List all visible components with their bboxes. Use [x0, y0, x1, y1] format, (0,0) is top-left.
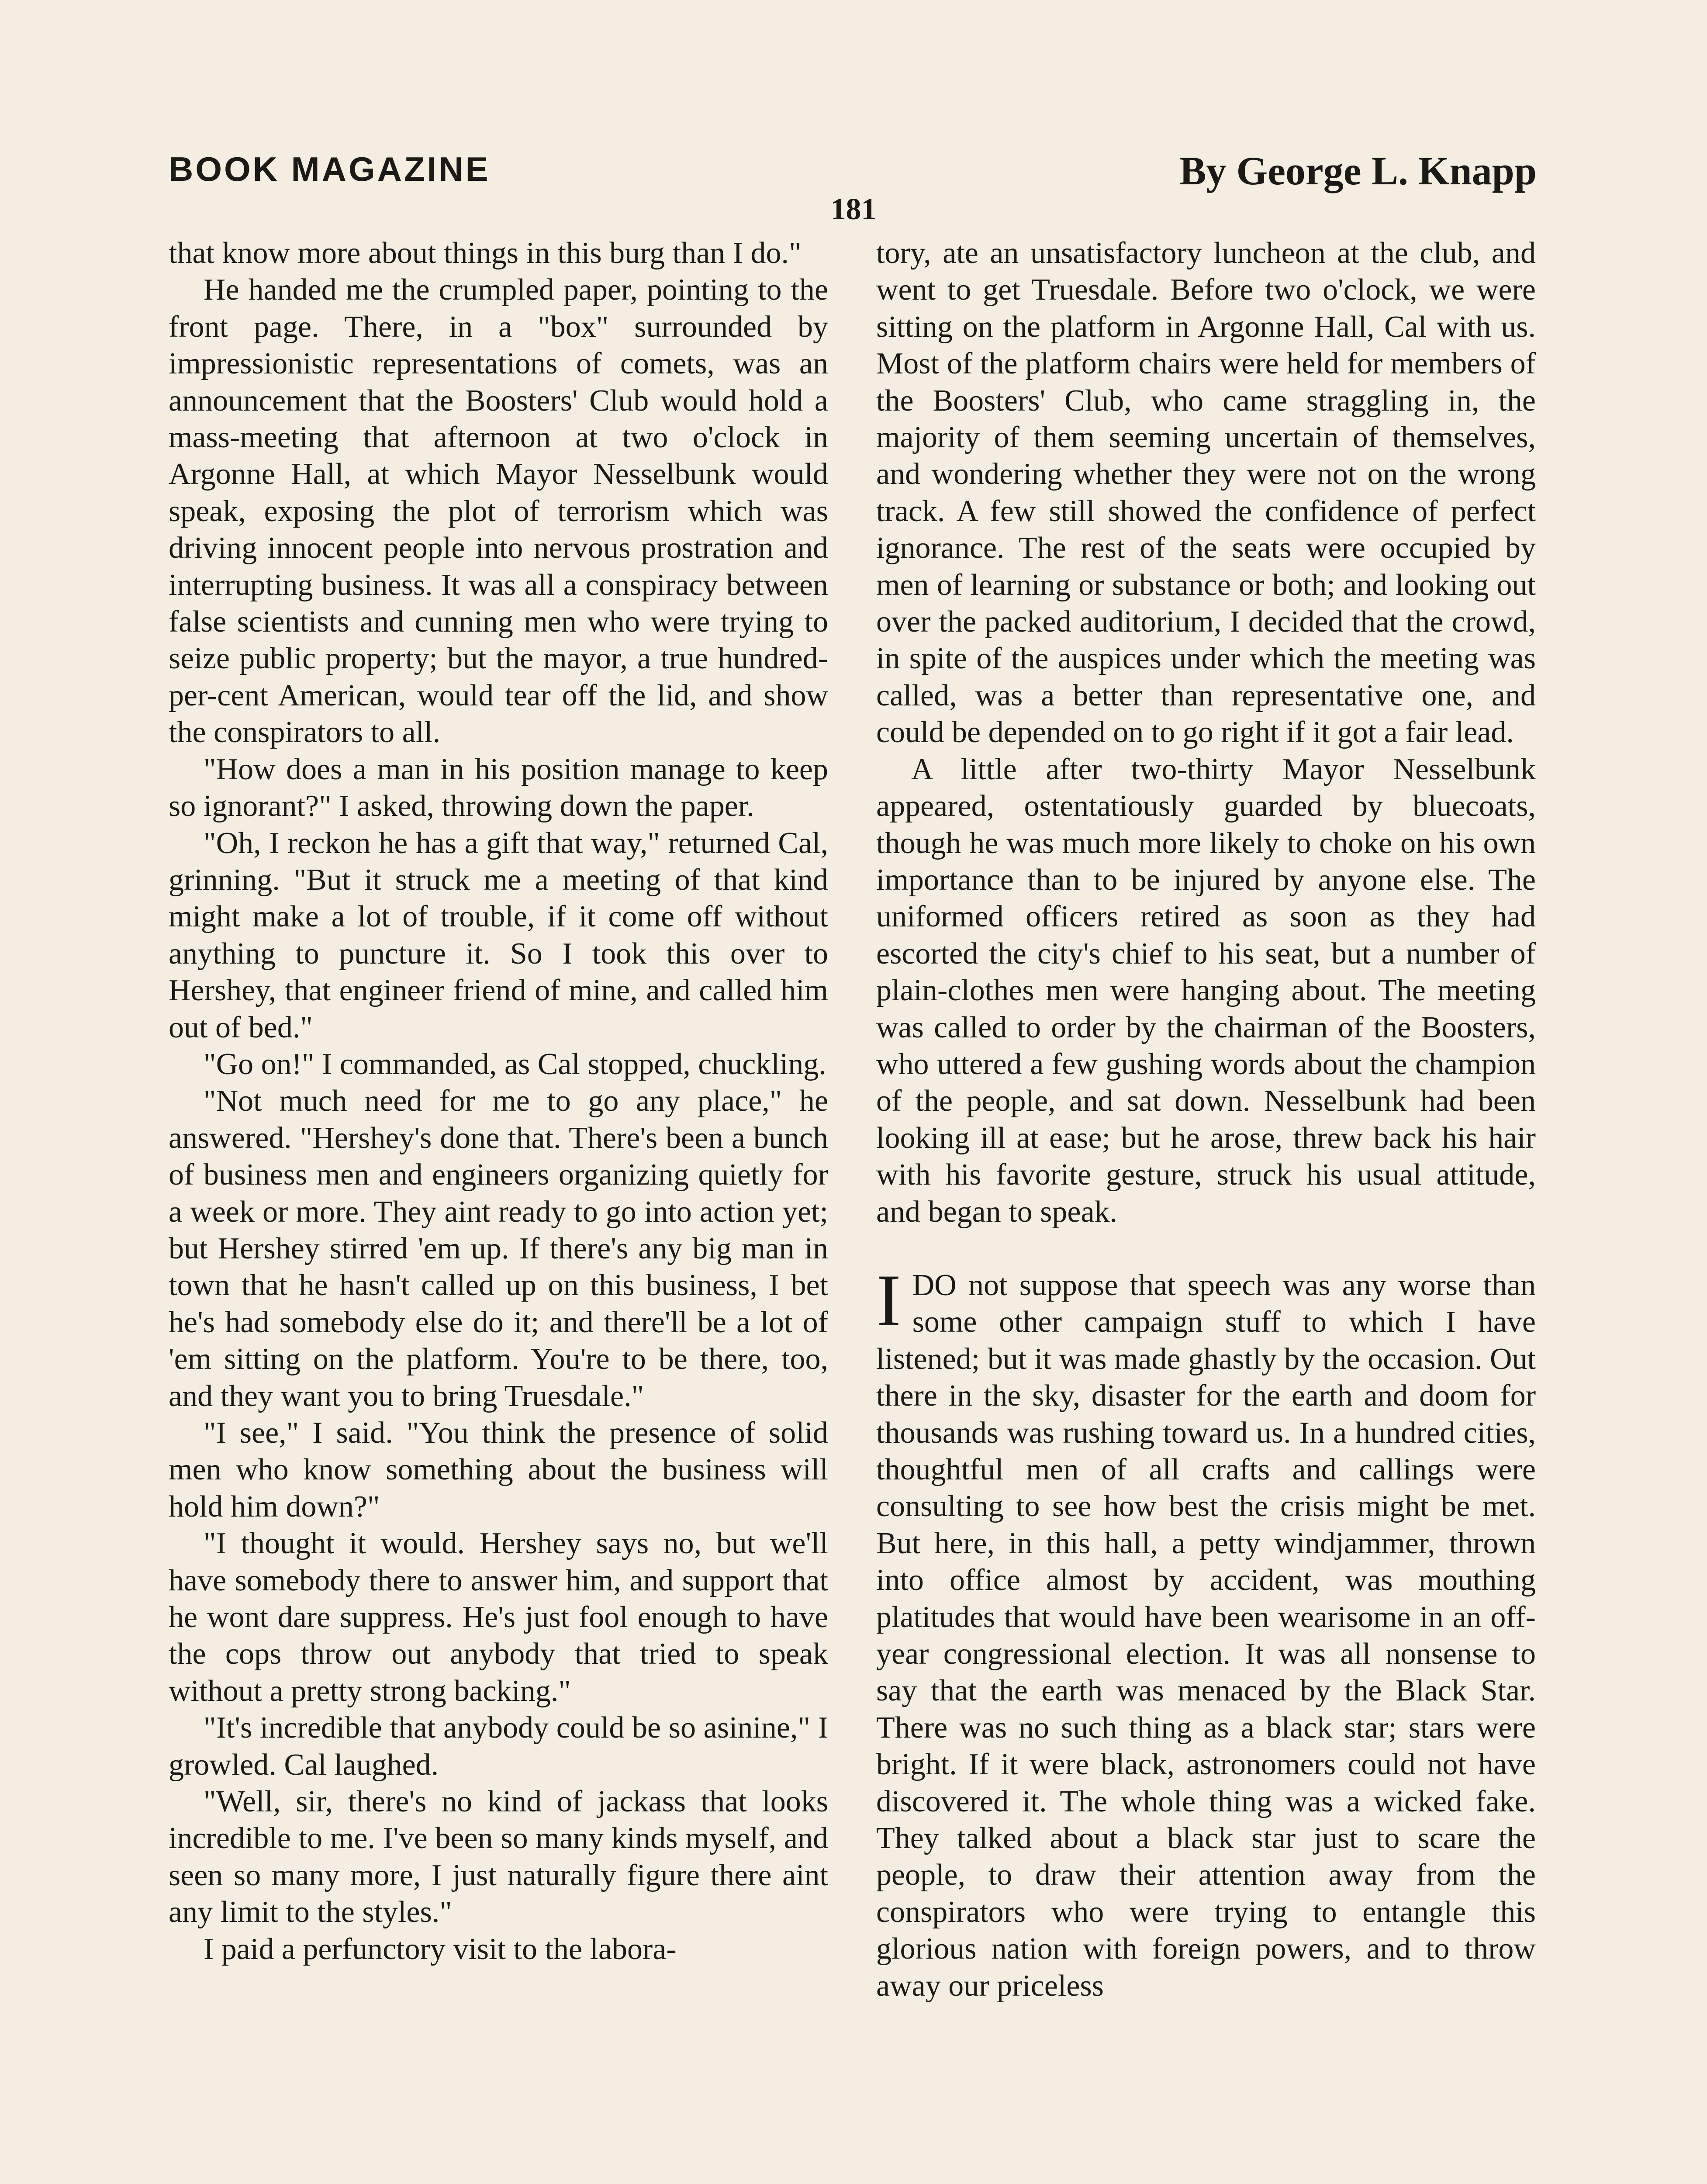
- section-paragraph: [876, 1259, 1536, 2004]
- paragraph: "Well, sir, there's no kind of jackass that looks incredible to me. I've been so many kinds myself, and seen so many more, I just naturally figure there aint any limit to the styles.": [169, 1785, 828, 1929]
- paragraph: I paid a perfunctory visit to the labora-: [204, 1932, 677, 1966]
- paragraph: "How does a man in his position manage to keep so ignorant?" I asked, throwing down the paper.: [169, 752, 828, 823]
- running-header-title: BOOK MAGAZINE: [169, 150, 491, 188]
- section-text: DO not suppose that speech was any worse than some other campaign stuff to which I have listened; but it was made ghastly by the occasion. Out there in the sky, disaster for the earth and doom for thousands was rushing toward us. In a hundred cities, thoughtful men of all crafts and callings were consulting to see how best the crisis might be met. But here, in this hall, a petty windjammer, thrown into office almost by accident, was mouthing platitudes that would have been wearisome in an off-year congressional election. It was all nonsense to say that the earth was menaced by the Black Star. There was no such thing as a black star; stars were bright. If it were black, astronomers could not have discovered it. The whole thing was a wicked fake. They talked about a black star just to scare the people, to draw their attention away from the conspirators who were trying to entangle this glorious nation with foreign powers, and to throw away our priceless: [876, 1268, 1536, 2003]
- drop-cap: I: [876, 1259, 901, 1341]
- paragraph: tory, ate an unsatisfactory luncheon at the club, and went to get Truesdale. Before two o'clock, we were sitting on the platform in Argonne Hall, Cal with us. Most of the platform chairs were held for members of the Boosters' Club, who came straggling in, the majority of them seeming uncertain of themselves, and wondering whether they were not on the wrong track. A few still showed the confidence of perfect ignorance. The rest of the seats were occupied by men of learning or substance or both; and looking out over the packed auditorium, I decided that the crowd, in spite of the auspices under which the meeting was called, was a better than representative one, and could be depended on to go right if it got a fair lead.: [876, 236, 1536, 750]
- paragraph: "I see," I said. "You think the presence of solid men who know something about the business will hold him down?": [169, 1416, 828, 1524]
- right-column: [876, 235, 1536, 2004]
- paragraph: "It's incredible that anybody could be so asinine," I growled. Cal laughed.: [169, 1711, 828, 1782]
- page-number: 181: [830, 193, 877, 226]
- paragraph: "Oh, I reckon he has a gift that way," returned Cal, grinning. "But it struck me a meeting of that kind might make a lot of trouble, if it come off without anything to puncture it. So I took this over to Hershey, that engineer friend of mine, and called him out of bed.": [169, 826, 828, 1044]
- running-header-author: By George L. Knapp: [1179, 149, 1537, 193]
- paragraph: He handed me the crumpled paper, pointing to the front page. There, in a "box" surrounded by impressionistic representations of comets, was an announcement that the Boosters' Club would hold a mass-meeting that afternoon at two o'clock in Argonne Hall, at which Mayor Nesselbunk would speak, exposing the plot of terrorism which was driving innocent people into nervous prostration and interrupting business. It was all a conspiracy between false scientists and cunning men who were trying to seize public property; but the mayor, a true hundred-per-cent American, would tear off the lid, and show the conspirators to all.: [169, 273, 828, 750]
- paragraph: that know more about things in this burg than I do.": [169, 236, 802, 270]
- left-column: [169, 235, 828, 1968]
- paragraph: A little after two-thirty Mayor Nesselbunk appeared, ostentatiously guarded by bluecoats, though he was much more likely to choke on his own importance than to be injured by anyone else. The uniformed officers retired as soon as they had escorted the city's chief to his seat, but a number of plain-clothes men were hanging about. The meeting was called to order by the chairman of the Boosters, who uttered a few gushing words about the champion of the people, and sat down. Nesselbunk had been looking ill at ease; but he arose, threw back his hair with his favorite gesture, struck his usual attitude, and began to speak.: [876, 752, 1536, 1229]
- paragraph: "Not much need for me to go any place," he answered. "Hershey's done that. There's been a bunch of business men and engineers organizing quietly for a week or more. They aint ready to go into action yet; but Hershey stirred 'em up. If there's any big man in town that he hasn't called up on this business, I bet he's had somebody else do it; and there'll be a lot of 'em sitting on the platform. You're to be there, too, and they want you to bring Truesdale.": [169, 1084, 828, 1413]
- paragraph: "Go on!" I commanded, as Cal stopped, chuckling.: [204, 1047, 826, 1081]
- paragraph: "I thought it would. Hershey says no, but we'll have somebody there to answer him, and support that he wont dare suppress. He's just fool enough to have the cops throw out anybody that tried to speak without a pretty strong backing.": [169, 1527, 828, 1708]
